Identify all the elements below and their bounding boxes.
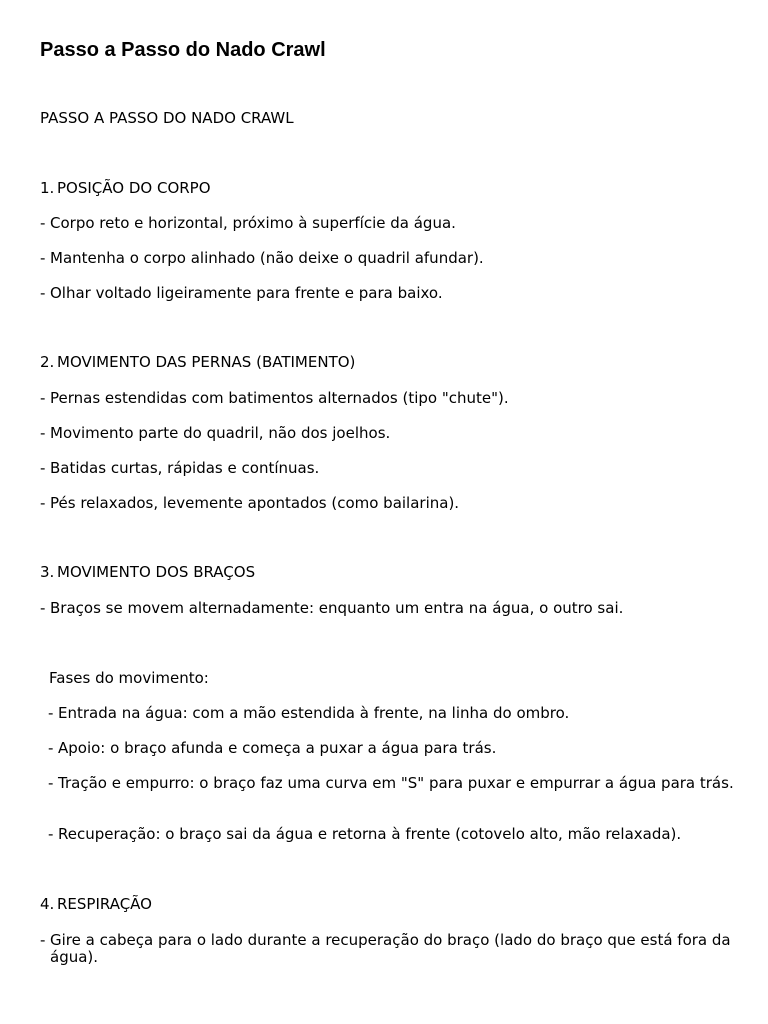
bullet: - <box>40 389 46 407</box>
section-title: RESPIRAÇÃO <box>57 895 152 913</box>
phase-item-text: Apoio: o braço afunda e começa a puxar a água para trás. <box>58 739 497 757</box>
bullet: - <box>40 214 46 232</box>
phase-item-text: Tração e empurro: o braço faz uma curva em "S" para puxar e empurrar a água para trás. <box>58 774 734 792</box>
section-title: MOVIMENTO DAS PERNAS (BATIMENTO) <box>57 353 356 371</box>
phase-item <box>48 740 738 757</box>
list-item <box>40 460 740 477</box>
bullet: - <box>40 459 46 477</box>
section-title: POSIÇÃO DO CORPO <box>57 179 211 197</box>
list-item-text: Corpo reto e horizontal, próximo à superfície da água. <box>50 214 456 232</box>
section-heading <box>40 564 255 581</box>
section-number: 2. <box>40 353 55 371</box>
list-item <box>40 495 740 512</box>
bullet: - <box>48 704 54 722</box>
section-heading <box>40 896 152 913</box>
section-number: 4. <box>40 895 55 913</box>
list-item-text: Olhar voltado ligeiramente para frente e para baixo. <box>50 284 443 302</box>
section-number: 1. <box>40 179 55 197</box>
document-subtitle: PASSO A PASSO DO NADO CRAWL <box>40 109 294 127</box>
phases-label: Fases do movimento: <box>49 669 209 687</box>
phase-item <box>48 775 738 792</box>
bullet: - <box>48 739 54 757</box>
section-heading <box>40 354 355 371</box>
list-item-text: Braços se movem alternadamente: enquanto um entra na água, o outro sai. <box>50 599 624 617</box>
bullet: - <box>40 931 46 949</box>
bullet: - <box>48 825 54 843</box>
phase-item-text: Recuperação: o braço sai da água e retorna à frente (cotovelo alto, mão relaxada). <box>58 825 682 843</box>
bullet: - <box>40 284 46 302</box>
section-number: 3. <box>40 563 55 581</box>
list-item <box>40 932 740 966</box>
bullet: - <box>48 774 54 792</box>
phase-item <box>48 705 738 722</box>
list-item-text: Pés relaxados, levemente apontados (como bailarina). <box>50 494 460 512</box>
list-item-text: Movimento parte do quadril, não dos joelhos. <box>50 424 391 442</box>
list-item-text: Batidas curtas, rápidas e contínuas. <box>50 459 320 477</box>
list-item-text: Mantenha o corpo alinhado (não deixe o quadril afundar). <box>50 249 484 267</box>
phase-item <box>48 826 738 843</box>
list-item <box>40 600 740 617</box>
document-title: Passo a Passo do Nado Crawl <box>40 39 326 61</box>
list-item <box>40 390 740 407</box>
list-item-text: Pernas estendidas com batimentos alternados (tipo "chute"). <box>50 389 509 407</box>
section-heading <box>40 180 211 197</box>
bullet: - <box>40 494 46 512</box>
list-item-text: Gire a cabeça para o lado durante a recuperação do braço (lado do braço que está fora da água). <box>50 931 731 966</box>
list-item <box>40 425 740 442</box>
list-item <box>40 250 740 267</box>
bullet: - <box>40 249 46 267</box>
bullet: - <box>40 599 46 617</box>
phase-item-text: Entrada na água: com a mão estendida à frente, na linha do ombro. <box>58 704 570 722</box>
list-item <box>40 215 740 232</box>
list-item <box>40 285 740 302</box>
section-title: MOVIMENTO DOS BRAÇOS <box>57 563 256 581</box>
bullet: - <box>40 424 46 442</box>
